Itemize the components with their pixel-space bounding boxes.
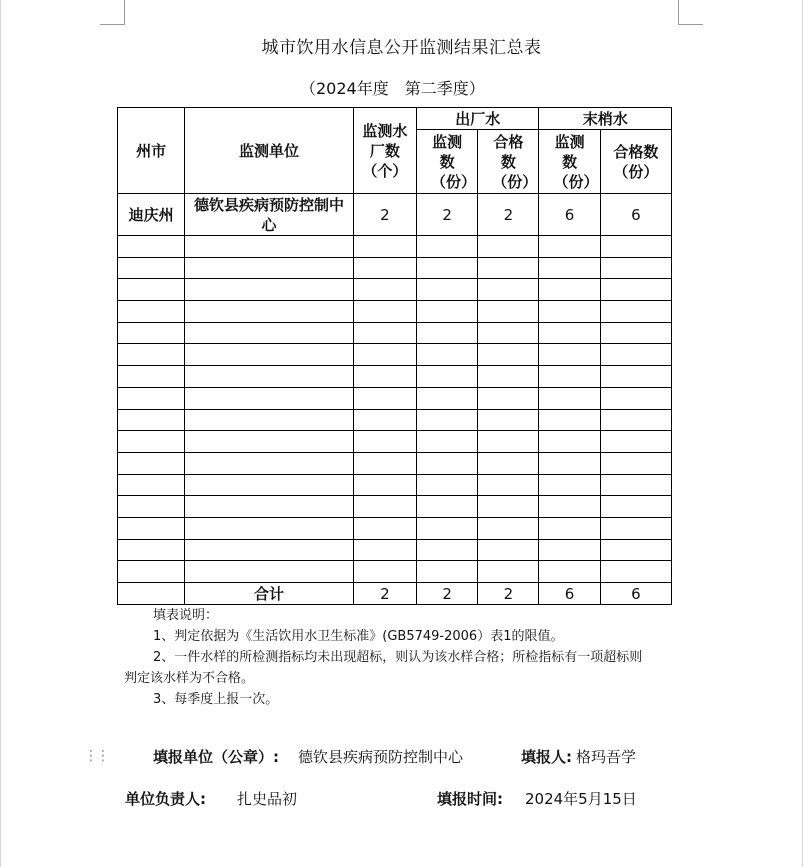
- drag-handle-icon[interactable]: ⋮⋮: [84, 748, 108, 764]
- total-tap-passed: 6: [600, 583, 671, 605]
- empty-row: [118, 366, 672, 388]
- cell-plants: 2: [353, 194, 416, 236]
- document-title: 城市饮用水信息公开监测结果汇总表: [261, 38, 542, 58]
- note-item-2: 2、一件水样的所检测指标均未出现超标，则认为该水样合格；所检指标有一项超标则: [153, 650, 643, 665]
- empty-row: [118, 561, 672, 583]
- empty-row: [118, 387, 672, 409]
- notes-title: 填表说明：: [153, 608, 219, 623]
- notes-section: [124, 605, 684, 710]
- empty-row: [118, 279, 672, 301]
- cell-outlet-tested: 2: [417, 194, 478, 236]
- header-plants: 监测水厂数（个）: [353, 108, 416, 194]
- empty-row: [118, 257, 672, 279]
- empty-row: [118, 236, 672, 258]
- total-tap-tested: 6: [539, 583, 600, 605]
- header-city: 州市: [118, 108, 185, 194]
- empty-row: [118, 517, 672, 539]
- head-value: 扎史品初: [237, 790, 298, 808]
- total-outlet-passed: 2: [478, 583, 539, 605]
- total-outlet-tested: 2: [417, 583, 478, 605]
- total-plants: 2: [353, 583, 416, 605]
- margin-corner-mark-right: [678, 0, 703, 25]
- header-tap-passed: 合格数（份）: [600, 130, 671, 194]
- results-table: [117, 107, 672, 605]
- date-label: 填报时间:: [437, 790, 503, 808]
- header-tap-tested: 监测数（份）: [539, 130, 600, 194]
- empty-row: [118, 322, 672, 344]
- fill-unit-label: 填报单位（公章）:: [153, 748, 279, 766]
- header-outlet-water: 出厂水: [417, 108, 539, 130]
- cell-outlet-passed: 2: [478, 194, 539, 236]
- cell-city: 迪庆州: [118, 194, 185, 236]
- cell-tap-tested: 6: [539, 194, 600, 236]
- header-tap-water: 末梢水: [539, 108, 672, 130]
- empty-row: [118, 344, 672, 366]
- date-value: 2024年5月15日: [525, 790, 637, 808]
- empty-row: [118, 539, 672, 561]
- empty-row: [118, 301, 672, 323]
- header-outlet-passed: 合格数（份）: [478, 130, 539, 194]
- empty-row: [118, 474, 672, 496]
- empty-row: [118, 431, 672, 453]
- empty-row: [118, 409, 672, 431]
- note-item-3: 3、每季度上报一次。: [153, 692, 279, 707]
- cell-tap-passed: 6: [600, 194, 671, 236]
- table-row: [118, 194, 672, 236]
- total-label: 合计: [185, 583, 354, 605]
- total-row: [118, 583, 672, 605]
- header-unit: 监测单位: [185, 108, 354, 194]
- filler-value: 格玛吾学: [576, 748, 637, 766]
- empty-row: [118, 496, 672, 518]
- note-item-2-continued: 判定该水样为不合格。: [124, 671, 255, 686]
- document-subtitle: （2024年度 第二季度）: [300, 79, 485, 98]
- cell-unit: 德钦县疾病预防控制中心: [185, 194, 354, 236]
- filler-label: 填报人:: [521, 748, 572, 766]
- fill-unit-value: 德钦县疾病预防控制中心: [298, 748, 464, 766]
- margin-corner-mark-left: [100, 0, 125, 25]
- note-item-1: 1、判定依据为《生活饮用水卫生标准》(GB5749-2006）表1的限值。: [153, 629, 564, 644]
- head-label: 单位负责人:: [125, 790, 206, 808]
- empty-row: [118, 452, 672, 474]
- page-left-edge: [0, 0, 1, 867]
- header-outlet-tested: 监测数（份）: [417, 130, 478, 194]
